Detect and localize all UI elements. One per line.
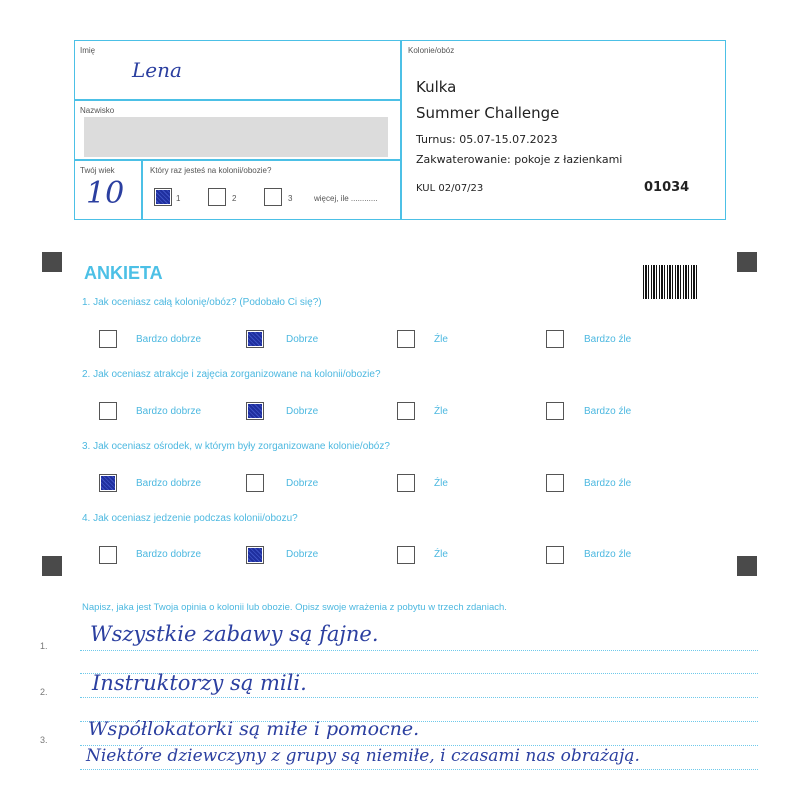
header-divider-vertical [400,40,402,220]
ktory-raz-checkbox-3[interactable] [264,188,282,206]
answer-line-3b [80,769,758,770]
camp-code: KUL 02/07/23 [416,183,484,194]
question-2-text: 2. Jak oceniasz atrakcje i zajęcia zorganizowane na kolonii/obozie? [82,369,381,380]
q1-option-zle-label: Źle [434,334,448,345]
question-1-text: 1. Jak oceniasz całą kolonię/obóz? (Podobało Ci się?) [82,297,322,308]
barcode [643,265,699,299]
q1-option-bardzo-dobrze-label: Bardzo dobrze [136,334,202,345]
q3-option-bardzo-dobrze-label: Bardzo dobrze [136,478,202,489]
q3-option-zle-checkbox[interactable] [397,474,415,492]
header-divider-3 [141,159,143,220]
q4-option-bardzo-zle-checkbox[interactable] [546,546,564,564]
answer-text-3[interactable]: Współlokatorki są miłe i pomocne. [88,718,420,740]
q2-option-dobrze-checkbox[interactable] [246,402,264,420]
q4-option-bardzo-dobrze-checkbox[interactable] [99,546,117,564]
q2-option-zle-checkbox[interactable] [397,402,415,420]
header-divider-1 [74,99,401,101]
answer-line-2a [80,697,758,698]
registration-marker-tl [42,252,62,272]
q1-option-zle-checkbox[interactable] [397,330,415,348]
q2-option-bardzo-dobrze-checkbox[interactable] [99,402,117,420]
opinion-prompt: Napisz, jaka jest Twoja opinia o kolonii lub obozie. Opisz swoje wrażenia z pobytu w trzech zdaniach. [82,602,507,613]
q1-option-bardzo-zle-label: Bardzo źle [584,334,632,345]
q4-option-zle-checkbox[interactable] [397,546,415,564]
line-number-1: 1. [40,641,48,651]
q3-option-zle-label: Źle [434,478,448,489]
kolonie-label: Kolonie/obóz [408,46,455,55]
registration-marker-bl [42,556,62,576]
wiek-value[interactable]: 10 [86,176,125,211]
answer-line-1a [80,650,758,651]
question-4-text: 4. Jak oceniasz jedzenie podczas kolonii/obozu? [82,513,298,524]
q3-option-bardzo-dobrze-checkbox[interactable] [99,474,117,492]
nazwisko-label: Nazwisko [80,106,115,115]
wiek-label: Twój wiek [80,166,115,175]
registration-marker-br [737,556,757,576]
q1-option-bardzo-zle-checkbox[interactable] [546,330,564,348]
line-number-2: 2. [40,687,48,697]
survey-title: ANKIETA [84,263,163,283]
header-divider-2 [74,159,401,161]
q4-option-zle-label: Źle [434,549,448,560]
ktory-raz-option-1: 1 [176,194,181,203]
ktory-raz-option-2: 2 [232,194,237,203]
q2-option-bardzo-zle-label: Bardzo źle [584,406,632,417]
ktory-raz-more: więcej, ile ............ [314,194,378,203]
answer-text-2[interactable]: Instruktorzy są mili. [92,671,307,695]
q2-option-dobrze-label: Dobrze [286,406,319,417]
q4-option-dobrze-label: Dobrze [286,549,319,560]
imie-label: Imię [80,46,96,55]
imie-value[interactable]: Lena [132,58,182,82]
zakwaterowanie: Zakwaterowanie: pokoje z łazienkami [416,153,623,166]
form-number: 01034 [644,180,690,195]
q4-option-bardzo-dobrze-label: Bardzo dobrze [136,549,202,560]
camp-name-line2: Summer Challenge [416,104,560,122]
q3-option-dobrze-checkbox[interactable] [246,474,264,492]
nazwisko-redacted[interactable] [84,117,388,157]
ktory-raz-checkbox-1[interactable] [154,188,172,206]
answer-text-4[interactable]: Niektóre dziewczyny z grupy są niemiłe, i czasami nas obrażają. [86,746,640,766]
q2-option-zle-label: Źle [434,406,448,417]
ktory-raz-label: Który raz jesteś na kolonii/obozie? [150,166,272,175]
q1-option-dobrze-checkbox[interactable] [246,330,264,348]
q3-option-bardzo-zle-checkbox[interactable] [546,474,564,492]
q4-option-bardzo-zle-label: Bardzo źle [584,549,632,560]
question-3-text: 3. Jak oceniasz ośrodek, w którym były zorganizowane kolonie/obóz? [82,441,390,452]
line-number-3: 3. [40,735,48,745]
q1-option-dobrze-label: Dobrze [286,334,319,345]
q2-option-bardzo-dobrze-label: Bardzo dobrze [136,406,202,417]
turnus: Turnus: 05.07-15.07.2023 [416,133,558,146]
q1-option-bardzo-dobrze-checkbox[interactable] [99,330,117,348]
q2-option-bardzo-zle-checkbox[interactable] [546,402,564,420]
q3-option-bardzo-zle-label: Bardzo źle [584,478,632,489]
ktory-raz-option-3: 3 [288,194,293,203]
q4-option-dobrze-checkbox[interactable] [246,546,264,564]
answer-text-1[interactable]: Wszystkie zabawy są fajne. [90,622,379,646]
camp-name-line1: Kulka [416,78,457,96]
ktory-raz-checkbox-2[interactable] [208,188,226,206]
registration-marker-tr [737,252,757,272]
q3-option-dobrze-label: Dobrze [286,478,319,489]
